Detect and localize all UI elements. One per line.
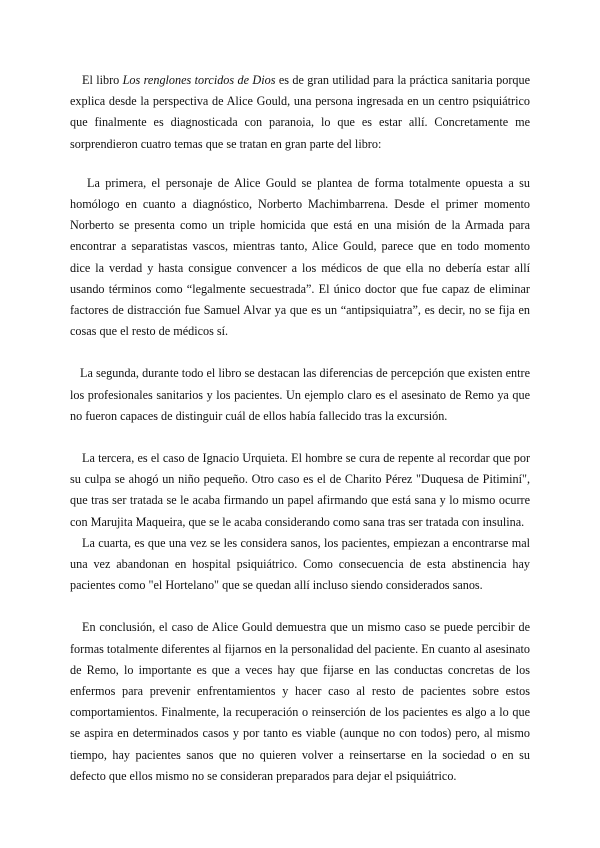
paragraph-second-theme: La segunda, durante todo el libro se destacan las diferencias de percepción que existen entre los profesionales sanitarios y los pacientes. Un ejemplo claro es el asesinato de Remo ya que no fueron capaces de distinguir cuál de ellos había fallecido tras la excursión.	[70, 366, 530, 423]
intro-lead-text: El libro	[82, 73, 123, 87]
document-page	[70, 70, 530, 787]
paragraph-third-theme: La tercera, es el caso de Ignacio Urquieta. El hombre se cura de repente al recordar que por su culpa se ahogó un niño pequeño. Otro caso es el de Charito Pérez "Duquesa de Pitiminí", que tras ser tratada se le acaba firmando un papel afirmando que está sana y lo mismo ocurre con Marujita Maqueira, que se le acaba considerando como sana tras ser tratada con insulina.	[70, 451, 530, 529]
paragraph-first-theme: La primera, el personaje de Alice Gould se plantea de forma totalmente opuesta a su homólogo en cuanto a diagnóstico, Norberto Machimbarrena. Desde el primer momento Norberto se presenta como un triple homicida que está en una misión de la Armada para encontrar a separatistas vascos, mientras tanto, Alice Gould, parece que en todo momento dice la verdad y hasta consigue convencer a los médicos de que ella no debería estar allí usando términos como “legalmente secuestrada”. El único doctor que fue capaz de eliminar factores de distracción fue Samuel Alvar ya que es un “antipsiquiatra”, es decir, no se fija en cosas que el resto de médicos sí.	[70, 175, 530, 339]
paragraph-intro	[70, 70, 530, 155]
intro-body-text: es de gran utilidad para la práctica sanitaria porque explica desde la perspectiva de Alice Gould, una persona ingresada en un centro psiquiátrico que finalmente es diagnosticada con paranoia, lo que es estar allí. Concretamente me sorprendieron cuatro temas que se tratan en gran parte del libro:	[70, 73, 530, 151]
book-title: Los renglones torcidos de Dios	[122, 73, 276, 87]
paragraph-conclusion: En conclusión, el caso de Alice Gould demuestra que un mismo caso se puede percibir de formas totalmente diferentes al fijarnos en la personalidad del paciente. En cuanto al asesinato de Remo, lo importante es que a veces hay que fijarse en las conductas concretas de los enfermos para prevenir enfrentamientos y hacer caso al resto de pacientes sobre estos comportamientos. Finalmente, la recuperación o reinserción de los pacientes es algo a lo que se aspira en determinados casos y por tanto es viable (aunque no con todos) pero, al mismo tiempo, hay pacientes sanos que no quieren volver a reinsertarse en la sociedad o en su defecto que ellos mismo no se consideran preparados para dejar el psiquiátrico.	[70, 620, 530, 783]
paragraph-fourth-theme: La cuarta, es que una vez se les considera sanos, los pacientes, empiezan a encontrarse mal una vez abandonan en hospital psiquiátrico. Como consecuencia de esta abstinencia hay pacientes como "el Hortelano" que se quedan allí incluso siendo considerados sanos.	[70, 535, 530, 593]
